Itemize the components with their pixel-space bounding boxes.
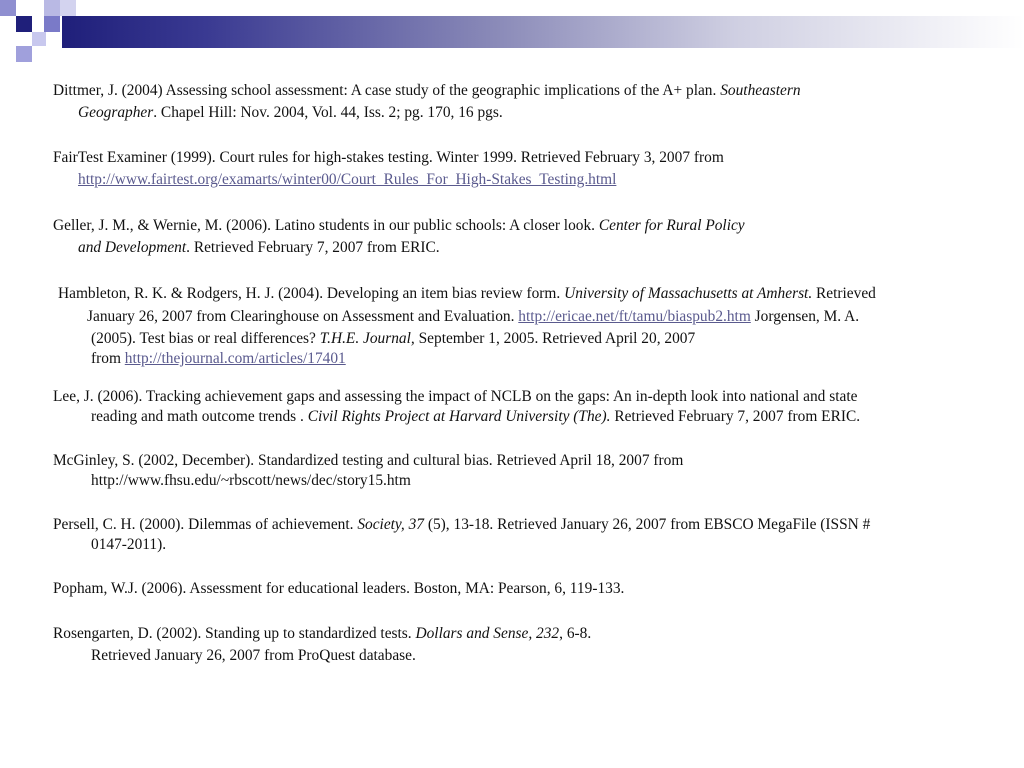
journal-title: Civil Rights Project at Harvard University (The). <box>307 408 611 425</box>
journal-title: and Development <box>78 239 187 256</box>
reference-line <box>53 515 870 535</box>
reference-line: 0147-2011). <box>91 536 167 553</box>
decor-square <box>60 0 76 16</box>
reference-mcginley <box>53 451 683 491</box>
reference-line <box>53 215 745 237</box>
reference-line: McGinley, S. (2002, December). Standardized testing and cultural bias. Retrieved April 18, 2007 from <box>53 452 684 469</box>
decor-square <box>44 16 60 32</box>
reference-line: Lee, J. (2006). Tracking achievement gaps and assessing the impact of NCLB on the gaps: An in-depth look into national and state <box>53 388 858 405</box>
citation-text: , 6-8. <box>559 625 592 642</box>
reference-line <box>53 237 745 259</box>
journal-title: Geographer <box>78 104 154 121</box>
decor-square <box>16 46 32 62</box>
decor-square <box>44 0 60 16</box>
reference-line: Retrieved January 26, 2007 from ProQuest database. <box>91 647 416 664</box>
reference-line: Popham, W.J. (2006). Assessment for educational leaders. Boston, MA: Pearson, 6, 119-133. <box>53 580 625 597</box>
citation-text: Jorgensen, M. A. <box>750 308 860 325</box>
reference-line <box>53 329 876 349</box>
reference-line <box>53 407 860 427</box>
citation-text: January 26, 2007 from Clearinghouse on Assessment and Evaluation. <box>87 308 519 325</box>
reference-line <box>53 169 724 191</box>
citation-text: Retrieved <box>812 285 876 302</box>
citation-text: from <box>91 350 125 367</box>
reference-line <box>53 624 591 644</box>
reference-hambleton <box>53 283 876 369</box>
reference-line <box>53 283 876 305</box>
reference-fairtest <box>53 147 724 191</box>
reference-line <box>53 349 876 369</box>
journal-title: Dollars and Sense, 232 <box>415 625 560 642</box>
journal-title: Southeastern <box>720 82 801 99</box>
journal-title: Society, 37 <box>357 516 425 533</box>
reference-line <box>53 305 876 329</box>
citation-text: (5), 13-18. Retrieved January 26, 2007 from EBSCO MegaFile (ISSN # <box>424 516 871 533</box>
reference-line: http://www.fhsu.edu/~rbscott/news/dec/story15.htm <box>91 472 411 489</box>
citation-text: Persell, C. H. (2000). Dilemmas of achievement. <box>53 516 358 533</box>
journal-title: Center for Rural Policy <box>598 217 745 234</box>
citation-text: September 1, 2005. Retrieved April 20, 2007 <box>414 330 696 347</box>
citation-text: Rosengarten, D. (2002). Standing up to standardized tests. <box>53 625 416 642</box>
citation-text: . Chapel Hill: Nov. 2004, Vol. 44, Iss. 2; pg. 170, 16 pgs. <box>153 104 503 121</box>
reference-geller <box>53 215 745 259</box>
reference-line: FairTest Examiner (1999). Court rules for high-stakes testing. Winter 1999. Retrieved February 3, 2007 from <box>53 149 724 166</box>
reference-link[interactable]: http://thejournal.com/articles/17401 <box>124 350 346 367</box>
reference-line <box>53 102 801 124</box>
journal-title: University of Massachusetts at Amherst. <box>564 285 813 302</box>
reference-dittmer <box>53 80 801 124</box>
citation-text: Retrieved February 7, 2007 from ERIC. <box>610 408 861 425</box>
decor-square <box>32 32 46 46</box>
reference-persell <box>53 515 870 555</box>
journal-title: T.H.E. Journal, <box>319 330 415 347</box>
decor-square <box>16 16 32 32</box>
decor-square <box>0 0 16 16</box>
citation-text: Geller, J. M., & Wernie, M. (2006). Latino students in our public schools: A closer look. <box>53 217 599 234</box>
reference-link[interactable]: http://ericae.net/ft/tamu/biaspub2.htm <box>518 308 751 325</box>
citation-text: Hambleton, R. K. & Rodgers, H. J. (2004). Developing an item bias review form. <box>58 285 565 302</box>
reference-link[interactable]: http://www.fairtest.org/examarts/winter00/Court_Rules_For_High-Stakes_Testing.html <box>78 171 617 188</box>
citation-text: reading and math outcome trends . <box>91 408 308 425</box>
reference-lee <box>53 387 860 427</box>
citation-text: . Retrieved February 7, 2007 from ERIC. <box>186 239 440 256</box>
reference-popham <box>53 579 624 599</box>
citation-text: Dittmer, J. (2004) Assessing school assessment: A case study of the geographic implications of the A+ plan. <box>53 82 721 99</box>
reference-line <box>53 80 801 102</box>
header-gradient-band <box>62 16 1024 48</box>
reference-rosengarten <box>53 624 591 668</box>
citation-text: (2005). Test bias or real differences? <box>91 330 320 347</box>
